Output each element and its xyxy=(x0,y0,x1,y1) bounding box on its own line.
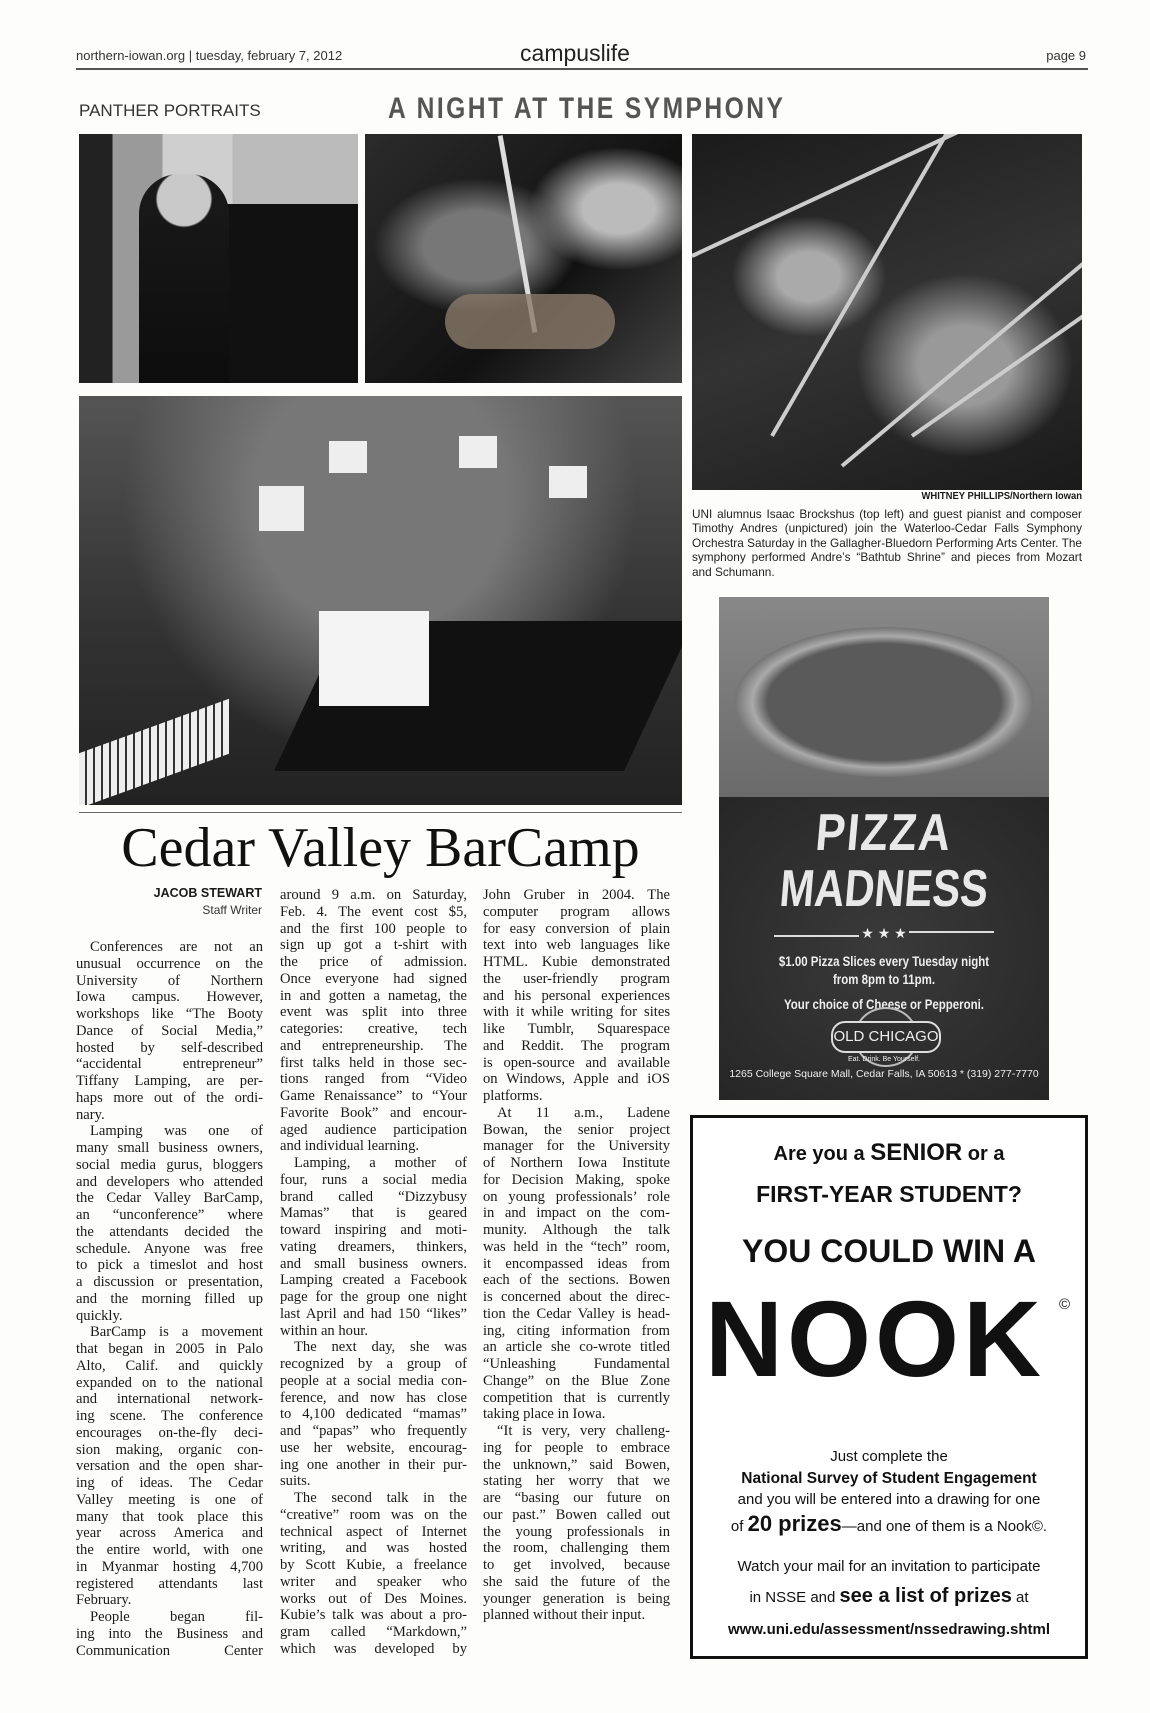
article-text-line: recognized by a group of xyxy=(280,1356,467,1372)
article-text-line: brand called “Dizzybusy xyxy=(280,1188,467,1205)
article-text-line: of Northern Iowa Institute xyxy=(483,1155,670,1171)
nsse-nook-ad xyxy=(690,1115,1088,1659)
article-text-line: workshops like “The Booty xyxy=(76,1006,263,1022)
article-text-line: University of Northern xyxy=(76,972,263,989)
article-text-line: competition that is currently xyxy=(483,1389,670,1406)
article-text-line: on Windows, Apple and iOS xyxy=(483,1071,670,1088)
article-text-line: planned without their input. xyxy=(483,1607,646,1624)
article-text-line: year across America and xyxy=(76,1525,263,1542)
article-text-line: the entire world, with one xyxy=(76,1542,263,1558)
ad-title-pizza: PIZZA xyxy=(813,804,955,862)
article-text-line: Feb. 4. The event cost $5, xyxy=(280,903,467,920)
star-icons: ★ ★ ★ xyxy=(861,925,907,941)
article-text-line: with it while writing for sites xyxy=(483,1004,670,1021)
ad-url[interactable]: www.uni.edu/assessment/nssedrawing.shtml xyxy=(727,1621,1051,1638)
ad-text-emphasis: 20 prizes xyxy=(747,1511,842,1536)
article-text-line: and small business owners. xyxy=(280,1255,467,1272)
article-text-line: to pick a timeslot and host xyxy=(76,1257,263,1274)
article-text-line: categories: creative, tech xyxy=(280,1021,467,1037)
article-text-line: and international network- xyxy=(76,1391,263,1408)
article-text-line: expanded on to the national xyxy=(76,1374,263,1391)
article-text-line: The second talk in the xyxy=(294,1490,467,1506)
article-text-line: event was split into three xyxy=(280,1004,467,1021)
article-text-line: vating dreamers, thinkers, xyxy=(280,1238,467,1255)
article-text-line: works out of Des Moines. xyxy=(280,1590,467,1607)
article-text-line: people at a social media con- xyxy=(280,1372,467,1389)
article-text-line: last April and had 150 “likes” xyxy=(280,1305,467,1322)
article-text-line: that began in 2005 in Palo xyxy=(76,1341,263,1357)
article-text-line: and his personal experiences xyxy=(483,987,670,1004)
ad-win-line: YOU COULD WIN A xyxy=(742,1233,1036,1269)
article-headline: Cedar Valley BarCamp xyxy=(121,817,640,879)
article-text-line: and individual learning. xyxy=(280,1138,420,1155)
photo-credit: WHITNEY PHILLIPS/Northern Iowan xyxy=(921,490,1082,502)
article-text-line: the room, challenging them xyxy=(483,1540,670,1557)
byline-role: Staff Writer xyxy=(202,903,262,917)
article-text-line: Once everyone had signed xyxy=(280,970,467,987)
article-text-line: February. xyxy=(76,1592,132,1609)
article-text-line: younger generation is being xyxy=(483,1590,670,1607)
ad-offer: $1.00 Pizza Slices every Tuesday night xyxy=(778,954,990,969)
article-text-line: and “papas” who frequently xyxy=(280,1423,467,1439)
article-text-line: John Gruber in 2004. The xyxy=(483,887,670,903)
article-column-1 xyxy=(76,939,263,1659)
section-kicker: PANTHER PORTRAITS xyxy=(79,101,261,120)
article-rule xyxy=(79,812,682,813)
article-text-line: ference, and now has close xyxy=(280,1389,467,1406)
article-text-line: haps more out of the ordi- xyxy=(76,1089,263,1106)
header-rule xyxy=(76,68,1088,70)
article-text-line: manager for the University xyxy=(483,1138,670,1155)
article-text-line: social media gurus, bloggers xyxy=(76,1156,263,1173)
ad-text: Just complete the xyxy=(830,1448,948,1465)
section-name: campuslife xyxy=(520,40,630,66)
article-text-line: and entrepreneurship. The xyxy=(280,1037,467,1054)
article-text-line: Lamping created a Facebook xyxy=(280,1272,467,1289)
article-text-line: on young professionals’ role xyxy=(483,1188,670,1205)
article-text-line: are “basing our future on xyxy=(483,1490,670,1506)
article-text-line: platforms. xyxy=(483,1088,543,1104)
article-text-line: writer and speaker who xyxy=(280,1573,467,1590)
article-text-line: tions ranged from “Video xyxy=(280,1071,467,1088)
ad-title-madness: MADNESS xyxy=(777,860,991,918)
article-text-line: the unknown,” said Bowen, xyxy=(483,1456,670,1473)
article-text-line: for easy conversion of plain xyxy=(483,920,670,937)
article-text-line: nary. xyxy=(76,1106,105,1123)
ad-question xyxy=(693,1138,1085,1169)
article-text-line: “accidental entrepreneur” xyxy=(76,1056,263,1073)
ad-nook-word: NOOK xyxy=(705,1278,1045,1399)
ad-text: in NSSE and xyxy=(749,1589,840,1606)
article-text-line: around 9 a.m. on Saturday, xyxy=(280,887,467,903)
article-text-line: sion making, organic con- xyxy=(76,1441,263,1458)
photo-violinist-closeup xyxy=(365,134,682,383)
article-text-line: schedule. Anyone was free xyxy=(76,1240,263,1257)
article-text-line: Valley meeting is one of xyxy=(76,1491,263,1508)
article-text-line: BarCamp is a movement xyxy=(90,1324,263,1341)
ad-prizes-line xyxy=(693,1511,1085,1540)
feature-title: A NIGHT AT THE SYMPHONY xyxy=(388,92,786,125)
article-text-line: the attendants decided the xyxy=(76,1223,263,1240)
article-text-line: writing, and was hosted xyxy=(280,1540,467,1557)
article-text-line: was held in the “tech” room, xyxy=(483,1238,670,1255)
photo-pianist xyxy=(79,134,358,383)
article-text-line: Alto, Calif. and quickly xyxy=(76,1357,263,1374)
article-text-line: “creative” room was on the xyxy=(280,1506,467,1523)
article-text-line: and the morning filled up xyxy=(76,1290,263,1307)
ad-text: Are you a xyxy=(773,1143,871,1165)
article-column-2 xyxy=(280,887,467,1658)
article-text-line: Favorite Book” and encour- xyxy=(280,1104,467,1121)
article-text-line: ing for people to embrace xyxy=(483,1439,670,1456)
article-text-line: ing one another in their pur- xyxy=(280,1456,467,1473)
article-text-line: and the first 100 people to xyxy=(280,920,467,937)
article-text-line: encourages on-the-fly deci- xyxy=(76,1424,263,1441)
article-text-line: page for the group one night xyxy=(280,1289,467,1305)
article-text-line: to get involved, because xyxy=(483,1557,670,1573)
article-text-line: Dance of Social Media,” xyxy=(76,1022,263,1039)
article-text-line: unusual occurrence on the xyxy=(76,955,263,972)
article-text-line: technical aspect of Internet xyxy=(280,1523,467,1540)
article-text-line: versation and the open shar- xyxy=(76,1458,263,1475)
article-text-line: Lamping, a mother of xyxy=(294,1155,467,1171)
article-text-line: suits. xyxy=(280,1473,311,1490)
article-text-line: many small business owners, xyxy=(76,1140,263,1156)
article-text-line: it encompassed ideas from xyxy=(483,1255,670,1272)
article-text-line: Communication Center xyxy=(76,1642,263,1659)
article-text-line: “It is very, very challeng- xyxy=(497,1423,670,1439)
article-text-line: and developers who attended xyxy=(76,1173,263,1190)
article-text-line: she said the future of the xyxy=(483,1573,670,1590)
pizza-image xyxy=(734,627,1034,777)
article-text-line: ing of ideas. The Cedar xyxy=(76,1475,263,1491)
article-text-line: in and gotten a nametag, the xyxy=(280,987,467,1004)
article-text-line: by Scott Kubie, a freelance xyxy=(280,1557,467,1573)
article-text-line: taking place in Iowa. xyxy=(483,1406,606,1423)
article-text-line: many that took place this xyxy=(76,1508,263,1525)
article-text-line: People began fil- xyxy=(90,1609,263,1625)
page-number: page 9 xyxy=(1046,48,1086,63)
article-text-line: HTML. Kubie demonstrated xyxy=(483,954,670,970)
article-text-line: for Decision Making, spoke xyxy=(483,1171,670,1188)
ad-text: at xyxy=(1011,1589,1029,1606)
ad-text-emphasis: see a list of prizes xyxy=(839,1585,1012,1607)
article-text-line: registered attendants last xyxy=(76,1575,263,1592)
pizza-madness-ad xyxy=(719,597,1049,1100)
ad-prize-list-line xyxy=(693,1584,1085,1610)
article-text-line: Game Renaissance” to “Your xyxy=(280,1088,467,1104)
article-text-line: each of the sections. Bowen xyxy=(483,1272,670,1289)
ad-text: Watch your mail for an invitation to participate xyxy=(737,1558,1041,1575)
article-text-line: an “unconference” where xyxy=(76,1207,263,1223)
article-text-line: to 4,100 dedicated “mamas” xyxy=(280,1406,467,1423)
old-chicago-logo: OLD CHICAGO xyxy=(831,1021,941,1053)
article-text-line: munity. Although the talk xyxy=(483,1222,670,1238)
ad-address: 1265 College Square Mall, Cedar Falls, IA 50613 * (319) 277-7770 xyxy=(729,1068,1039,1080)
ad-survey-name: National Survey of Student Engagement xyxy=(741,1470,1037,1487)
article-text-line: hosted by self-described xyxy=(76,1039,263,1056)
article-text-line: At 11 a.m., Ladene xyxy=(497,1104,670,1121)
ad-text: —and one of them is a Nook©. xyxy=(841,1518,1048,1535)
byline-name: JACOB STEWART xyxy=(153,886,262,900)
article-text-line: in Myanmar hosting 4,700 xyxy=(76,1558,263,1575)
article-text-line: gram called “Markdown,” xyxy=(280,1624,467,1640)
article-text-line: Iowa campus. However, xyxy=(76,989,263,1006)
photo-caption: UNI alumnus Isaac Brockshus (top left) and guest pianist and composer Timothy Andres (unpictured) join the Waterloo-Cedar Falls Symphony Orchestra Saturday in the Gallagher-Bluedorn Performing Arts Center. The symphony performed Andre’s “Bathtub Shrine” and pieces from Mozart and Schumann. xyxy=(692,507,1082,579)
ad-text-emphasis: SENIOR xyxy=(870,1139,963,1166)
article-column-3 xyxy=(483,887,670,1624)
ad-text: of xyxy=(730,1518,748,1535)
article-text-line: tion the Cedar Valley is head- xyxy=(483,1305,670,1322)
article-text-line: the Cedar Valley BarCamp, xyxy=(76,1190,263,1207)
article-text-line: ing scene. The conference xyxy=(76,1408,263,1424)
article-text-line: Tiffany Lamping, are per- xyxy=(76,1073,263,1089)
article-text-line: The next day, she was xyxy=(294,1339,467,1356)
article-text-line: and Reddit. The program xyxy=(483,1037,670,1054)
article-text-line: the young professionals in xyxy=(483,1523,670,1540)
article-text-line: the user-friendly program xyxy=(483,970,670,987)
article-text-line: Mamas” that is geared xyxy=(280,1205,467,1222)
article-text-line: which was developed by xyxy=(280,1640,467,1657)
pizza-photo xyxy=(719,597,1049,797)
copyright-icon: © xyxy=(1059,1296,1071,1313)
article-text-line: aged audience participation xyxy=(280,1121,467,1138)
article-text-line: toward inspiring and moti- xyxy=(280,1222,467,1238)
article-text-line: like Tumblr, Squarespace xyxy=(483,1021,670,1037)
article-text-line: Conferences are not an xyxy=(90,939,263,955)
photo-string-section xyxy=(692,134,1082,490)
article-text-line: first talks held in those sec- xyxy=(280,1054,467,1071)
article-text-line: “Unleashing Fundamental xyxy=(483,1356,670,1372)
ad-question-2: FIRST-YEAR STUDENT? xyxy=(756,1181,1022,1207)
article-text-line: sign up got a t-shirt with xyxy=(280,937,467,954)
article-text-line: four, runs a social media xyxy=(280,1171,467,1188)
article-text-line: an article she co-wrote titled xyxy=(483,1339,670,1356)
article-text-line: ing, citing information from xyxy=(483,1322,670,1339)
article-text-line: Change” on the Blue Zone xyxy=(483,1372,670,1389)
site-and-date: northern-iowan.org | tuesday, february 7, 2012 xyxy=(76,48,343,63)
article-text-line: quickly. xyxy=(76,1307,123,1324)
article-text-line: text into web languages like xyxy=(483,937,670,954)
article-text-line: is open-source and available xyxy=(483,1054,670,1071)
article-text-line: Kubie’s talk was about a pro- xyxy=(280,1607,467,1624)
article-text-line: in and impact on the com- xyxy=(483,1205,670,1222)
ad-tagline: Eat. Drink. Be Yourself. xyxy=(848,1056,920,1063)
article-text-line: a discussion or presentation, xyxy=(76,1274,263,1290)
article-text-line: use her website, encourag- xyxy=(280,1439,467,1456)
article-text-line: our past.” Bowen called out xyxy=(483,1506,670,1523)
article-text-line: computer program allows xyxy=(483,903,670,920)
ad-text: and you will be entered into a drawing for one xyxy=(737,1491,1041,1508)
article-text-line: ing into the Business and xyxy=(76,1625,263,1642)
ad-text: or a xyxy=(962,1143,1005,1165)
article-text-line: stating her worry that we xyxy=(483,1473,670,1490)
article-text-line: Lamping was one of xyxy=(90,1123,263,1140)
article-text-line: within an hour. xyxy=(280,1322,368,1339)
article-text-line: is concerned about the direc- xyxy=(483,1289,670,1305)
article-text-line: Bowan, the senior project xyxy=(483,1121,670,1138)
photo-orchestra-with-piano xyxy=(79,396,682,805)
ad-offer-choice: Your choice of Cheese or Pepperoni. xyxy=(783,997,985,1012)
article-text-line: the price of admission. xyxy=(280,954,467,970)
ad-offer-hours: from 8pm to 11pm. xyxy=(832,972,936,987)
